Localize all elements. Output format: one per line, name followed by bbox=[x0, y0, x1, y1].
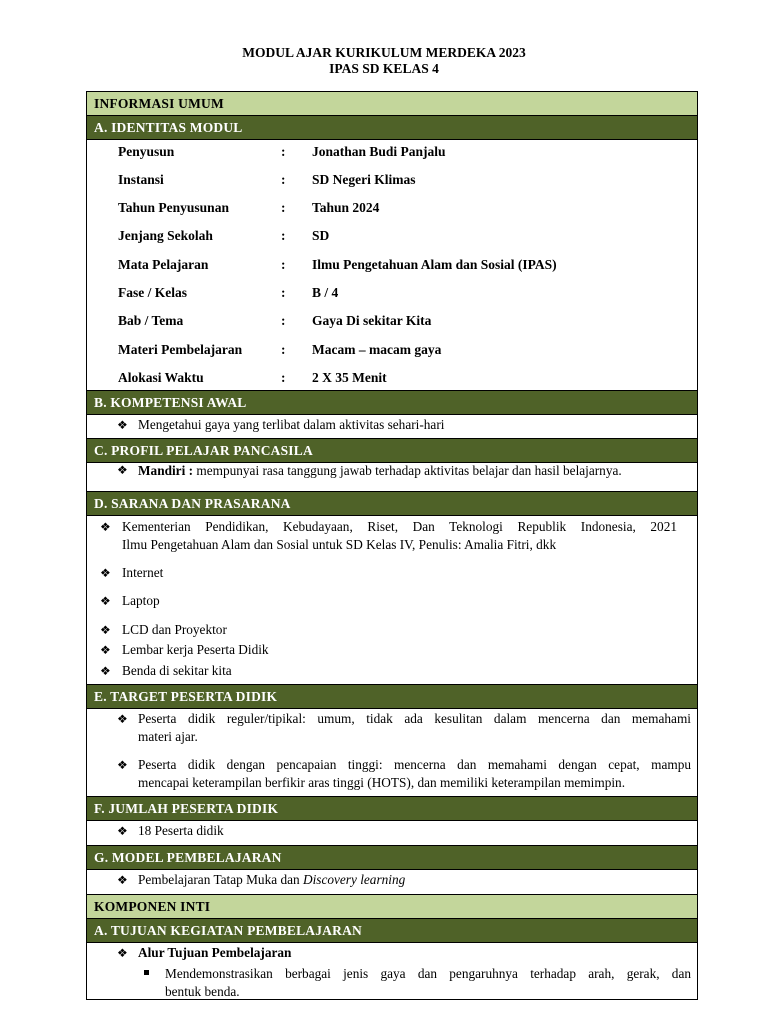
identitas-value: Ilmu Pengetahuan Alam dan Sosial (IPAS) bbox=[312, 257, 557, 272]
identitas-label: Instansi bbox=[118, 172, 164, 187]
bullet-diamond: ❖ bbox=[117, 418, 128, 432]
identitas-separator: : bbox=[281, 144, 286, 159]
identitas-separator: : bbox=[281, 172, 286, 187]
sarana-item: Benda di sekitar kita bbox=[122, 663, 232, 678]
bullet-diamond: ❖ bbox=[100, 623, 111, 637]
sarana-item-book-line1: Kementerian Pendidikan, Kebudayaan, Riset, Dan Teknologi Republik Indonesia, 2021 bbox=[122, 519, 677, 534]
model-item-text: Pembelajaran Tatap Muka dan bbox=[138, 872, 303, 887]
identitas-value: Tahun 2024 bbox=[312, 200, 380, 215]
bullet-diamond: ❖ bbox=[117, 873, 128, 887]
bullet-diamond: ❖ bbox=[117, 824, 128, 838]
identitas-label: Fase / Kelas bbox=[118, 285, 187, 300]
sarana-item-book-line2: Ilmu Pengetahuan Alam dan Sosial untuk SD Kelas IV, Penulis: Amalia Fitri, dkk bbox=[122, 537, 557, 552]
profil-pancasila-header: C. PROFIL PELAJAR PANCASILA bbox=[86, 438, 698, 463]
sarana-item: Internet bbox=[122, 565, 164, 580]
identitas-label: Bab / Tema bbox=[118, 313, 184, 328]
bullet-diamond: ❖ bbox=[117, 758, 128, 772]
bullet-diamond: ❖ bbox=[117, 463, 128, 477]
identitas-separator: : bbox=[281, 313, 286, 328]
informasi-umum-header: INFORMASI UMUM bbox=[86, 91, 698, 116]
target-item1-line2: materi ajar. bbox=[138, 729, 198, 744]
bullet-diamond: ❖ bbox=[117, 712, 128, 726]
profil-item-text: mempunyai rasa tanggung jawab terhadap aktivitas belajar dan hasil belajarnya. bbox=[193, 463, 622, 478]
identitas-label: Mata Pelajaran bbox=[118, 257, 209, 272]
bullet-diamond: ❖ bbox=[100, 594, 111, 608]
tujuan-item-line1: Mendemonstrasikan berbagai jenis gaya dan pengaruhnya terhadap arah, gerak, dan bbox=[165, 966, 691, 981]
sarana-item: Laptop bbox=[122, 593, 160, 608]
target-item2-line1: Peserta didik dengan pencapaian tinggi: mencerna dan memahami dengan cepat, mampu bbox=[138, 757, 691, 772]
jumlah-item: 18 Peserta didik bbox=[138, 823, 224, 838]
identitas-value: Jonathan Budi Panjalu bbox=[312, 144, 446, 159]
document-subtitle: IPAS SD KELAS 4 bbox=[329, 61, 439, 76]
jumlah-peserta-header: F. JUMLAH PESERTA DIDIK bbox=[86, 796, 698, 821]
identitas-label: Tahun Penyusunan bbox=[118, 200, 229, 215]
identitas-modul-header: A. IDENTITAS MODUL bbox=[86, 115, 698, 140]
sarana-item: LCD dan Proyektor bbox=[122, 622, 227, 637]
bullet-diamond: ❖ bbox=[100, 520, 111, 534]
identitas-value: SD Negeri Klimas bbox=[312, 172, 416, 187]
sarana-item: Lembar kerja Peserta Didik bbox=[122, 642, 269, 657]
target-item1-line1: Peserta didik reguler/tipikal: umum, tidak ada kesulitan dalam mencerna dan memahami bbox=[138, 711, 691, 726]
kompetensi-item: Mengetahui gaya yang terlibat dalam aktivitas sehari-hari bbox=[138, 417, 445, 432]
identitas-label: Alokasi Waktu bbox=[118, 370, 204, 385]
identitas-label: Jenjang Sekolah bbox=[118, 228, 213, 243]
identitas-separator: : bbox=[281, 370, 286, 385]
square-bullet-icon bbox=[144, 970, 149, 975]
target-item2-line2: mencapai keterampilan berfikir aras tinggi (HOTS), dan memiliki keterampilan memimpin. bbox=[138, 775, 626, 790]
tujuan-item-line2: bentuk benda. bbox=[165, 984, 240, 999]
profil-item-label: Mandiri : bbox=[138, 463, 194, 478]
identitas-value: SD bbox=[312, 228, 330, 243]
identitas-separator: : bbox=[281, 342, 286, 357]
identitas-separator: : bbox=[281, 228, 286, 243]
model-pembelajaran-header: G. MODEL PEMBELAJARAN bbox=[86, 845, 698, 870]
komponen-inti-header: KOMPONEN INTI bbox=[86, 894, 698, 919]
document-title: MODUL AJAR KURIKULUM MERDEKA 2023 bbox=[242, 45, 526, 60]
identitas-separator: : bbox=[281, 257, 286, 272]
bullet-diamond: ❖ bbox=[100, 566, 111, 580]
profil-item bbox=[138, 462, 622, 480]
alur-tujuan-heading: Alur Tujuan Pembelajaran bbox=[138, 945, 292, 960]
bullet-diamond: ❖ bbox=[100, 664, 111, 678]
identitas-value: B / 4 bbox=[312, 285, 339, 300]
identitas-value: Gaya Di sekitar Kita bbox=[312, 313, 432, 328]
identitas-value: Macam – macam gaya bbox=[312, 342, 442, 357]
sarana-prasarana-header: D. SARANA DAN PRASARANA bbox=[86, 491, 698, 516]
identitas-separator: : bbox=[281, 285, 286, 300]
bullet-diamond: ❖ bbox=[117, 946, 128, 960]
identitas-label: Materi Pembelajaran bbox=[118, 342, 243, 357]
model-item-italic: Discovery learning bbox=[302, 872, 406, 887]
kompetensi-awal-header: B. KOMPETENSI AWAL bbox=[86, 390, 698, 415]
tujuan-kegiatan-header: A. TUJUAN KEGIATAN PEMBELAJARAN bbox=[86, 918, 698, 943]
bullet-diamond: ❖ bbox=[100, 643, 111, 657]
identitas-value: 2 X 35 Menit bbox=[312, 370, 387, 385]
target-peserta-header: E. TARGET PESERTA DIDIK bbox=[86, 684, 698, 709]
identitas-separator: : bbox=[281, 200, 286, 215]
identitas-label: Penyusun bbox=[118, 144, 175, 159]
model-item bbox=[138, 871, 405, 889]
